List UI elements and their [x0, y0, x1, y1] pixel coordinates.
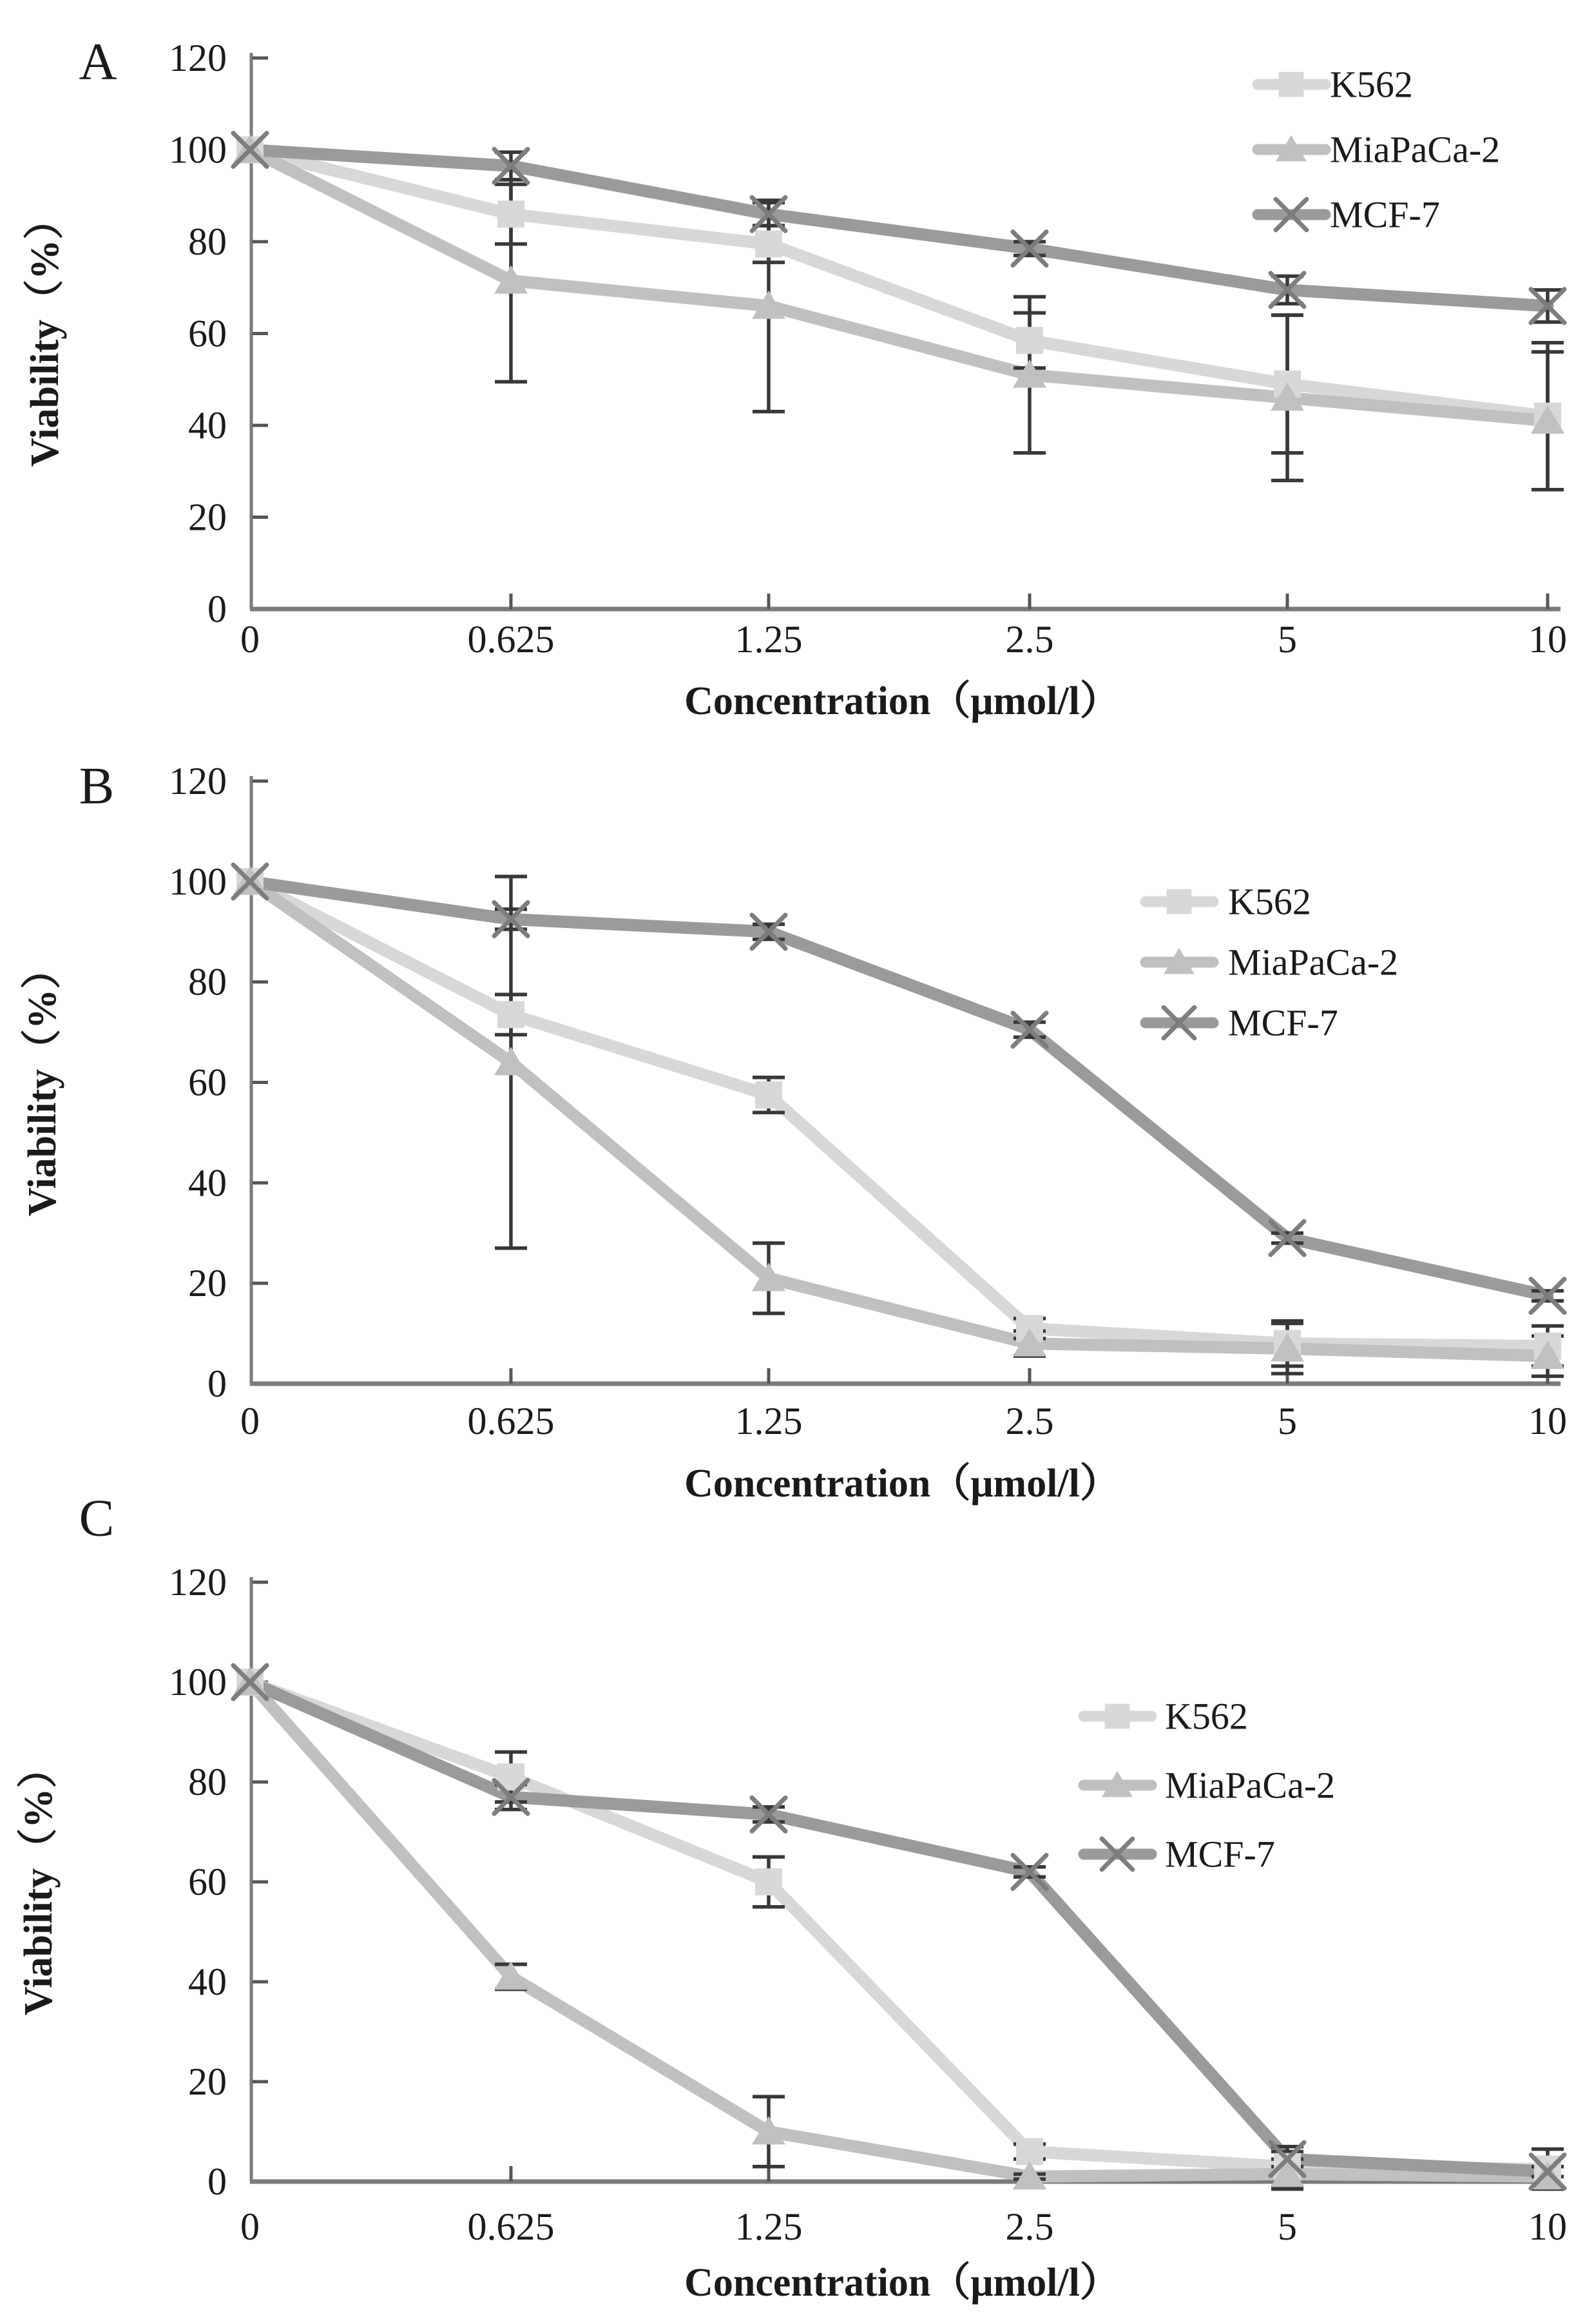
square-marker-icon: [1016, 2138, 1043, 2165]
legend-label: K562: [1330, 63, 1413, 106]
x-tick-label: 5: [1278, 2205, 1297, 2248]
y-tick-label: 20: [188, 1262, 227, 1305]
x-tick-label: 0.625: [467, 618, 555, 661]
y-tick-label: 0: [207, 588, 227, 630]
square-marker-icon: [755, 1081, 782, 1109]
x-tick-label: 2.5: [1005, 2205, 1054, 2248]
x-tick-label: 5: [1278, 1400, 1297, 1442]
legend-label: MCF-7: [1330, 193, 1440, 236]
legend-label: K562: [1228, 880, 1311, 923]
x-tick-label: 1.25: [735, 1400, 803, 1442]
x-tick-labels: [240, 2205, 1567, 2248]
y-tick-labels: [169, 760, 227, 1405]
x-tick-label: 2.5: [1005, 1400, 1054, 1442]
legend-item-miapaca2: [1146, 942, 1398, 983]
x-tick-labels: [240, 618, 1567, 661]
y-tick-label: 100: [169, 860, 227, 903]
legend-item-mcf7: [1084, 1834, 1275, 1875]
x-tick-label: 10: [1528, 618, 1567, 661]
legend-label: MiaPaCa-2: [1330, 128, 1501, 171]
legend: [1084, 1696, 1335, 1875]
panel-a: [23, 32, 1567, 724]
legend: [1146, 881, 1398, 1044]
square-marker-icon: [497, 1001, 524, 1028]
square-marker-icon: [497, 200, 524, 228]
square-marker-icon: [1016, 327, 1043, 354]
y-tick-label: 80: [188, 1761, 227, 1803]
y-axis-title: Viability（%）: [21, 949, 64, 1217]
x-axis-title: Concentration（μmol/l）: [684, 2261, 1120, 2305]
legend-item-miapaca2: [1084, 1765, 1335, 1806]
y-tick-label: 60: [188, 312, 227, 355]
x-tick-label: 2.5: [1005, 618, 1054, 661]
y-axis-title: Viability（%）: [17, 1748, 61, 2016]
error-bars: [495, 1752, 1564, 2189]
axes: [250, 776, 1561, 1384]
legend-label: MCF-7: [1165, 1833, 1275, 1875]
y-tick-label: 80: [188, 220, 227, 263]
series-line-miapaca2: [250, 150, 1548, 421]
y-tick-label: 120: [169, 37, 227, 79]
x-tick-label: 10: [1528, 2205, 1567, 2248]
y-tick-labels: [169, 37, 227, 630]
y-axis-title: Viability（%）: [23, 199, 67, 467]
y-tick-label: 120: [169, 760, 227, 802]
square-marker-icon: [1167, 889, 1192, 915]
tick-marks: [253, 781, 1548, 1384]
y-tick-label: 80: [188, 960, 227, 1003]
x-tick-label: 0: [240, 618, 260, 661]
legend-item-k562: [1084, 1696, 1248, 1738]
legend-label: K562: [1165, 1695, 1248, 1738]
x-tick-label: 0: [240, 2205, 260, 2248]
series-line-k562: [250, 1682, 1548, 2169]
panel-b: [20, 757, 1567, 1506]
x-tick-label: 10: [1528, 1400, 1567, 1442]
y-tick-label: 120: [169, 1561, 227, 1603]
square-marker-icon: [1105, 1704, 1130, 1729]
y-tick-label: 60: [188, 1061, 227, 1104]
x-tick-label: 1.25: [735, 2205, 803, 2248]
panel-c: [16, 1489, 1567, 2305]
legend-item-miapaca2: [1258, 129, 1500, 171]
y-tick-label: 100: [169, 1661, 227, 1703]
tick-marks: [253, 1582, 1548, 2182]
x-tick-label: 0: [240, 1400, 260, 1442]
panel-label: A: [79, 32, 117, 91]
legend-item-k562: [1258, 64, 1413, 106]
x-axis-title: Concentration（μmol/l）: [684, 1462, 1120, 1506]
series-markers-mcf7: [233, 865, 1564, 1313]
x-tick-labels: [240, 1400, 1567, 1442]
y-tick-label: 0: [207, 2160, 227, 2203]
y-tick-label: 0: [207, 1362, 227, 1405]
square-marker-icon: [755, 231, 782, 258]
legend-item-mcf7: [1258, 194, 1440, 236]
legend-item-k562: [1146, 881, 1311, 923]
panel-label: B: [79, 756, 115, 815]
x-tick-label: 5: [1278, 618, 1297, 661]
x-tick-label: 1.25: [735, 618, 803, 661]
y-tick-label: 40: [188, 1961, 227, 2003]
y-tick-labels: [169, 1561, 227, 2203]
legend-label: MCF-7: [1228, 1002, 1338, 1044]
y-tick-label: 40: [188, 1161, 227, 1205]
x-tick-label: 0.625: [467, 2205, 555, 2248]
y-tick-label: 40: [188, 404, 227, 447]
legend-item-mcf7: [1146, 1002, 1338, 1044]
y-tick-label: 60: [188, 1861, 227, 1903]
square-marker-icon: [1279, 72, 1304, 97]
y-tick-label: 20: [188, 496, 227, 539]
series-markers-k562: [236, 137, 1561, 430]
panel-label: C: [79, 1488, 115, 1547]
error-bars: [495, 876, 1564, 1376]
y-tick-label: 100: [169, 128, 227, 171]
legend-label: MiaPaCa-2: [1228, 941, 1399, 983]
legend: [1258, 64, 1500, 236]
series-line-k562: [250, 150, 1548, 416]
legend-label: MiaPaCa-2: [1165, 1764, 1336, 1806]
axes: [250, 1577, 1561, 2182]
y-tick-label: 20: [188, 2060, 227, 2103]
x-tick-label: 0.625: [467, 1400, 555, 1442]
square-marker-icon: [755, 1868, 782, 1895]
x-axis-title: Concentration（μmol/l）: [684, 679, 1120, 723]
